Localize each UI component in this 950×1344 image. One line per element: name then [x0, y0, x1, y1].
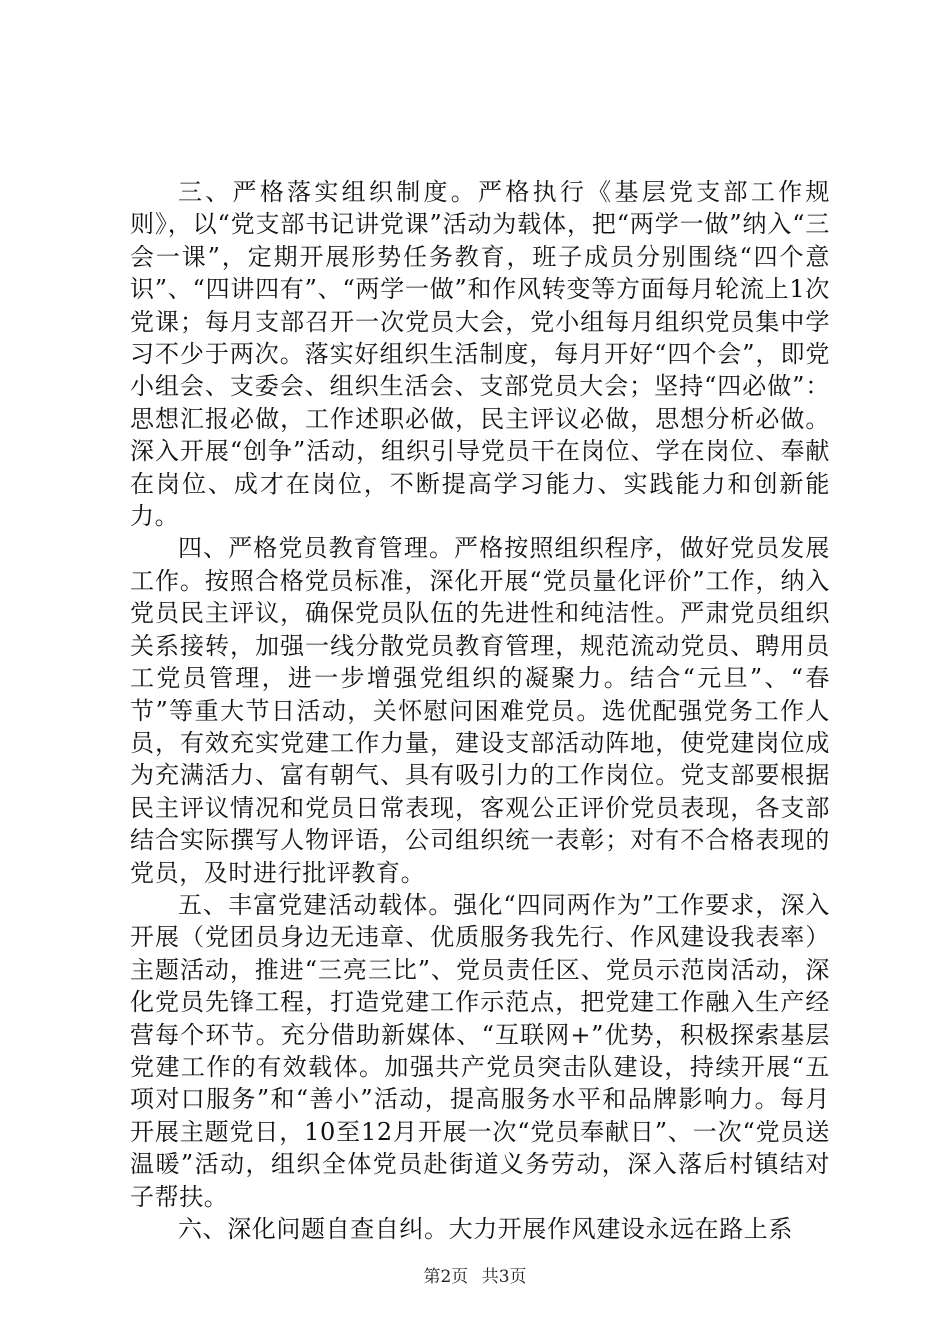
- page-footer: [0, 1262, 950, 1287]
- page-number-total: 共3页: [481, 1267, 527, 1287]
- paragraph-party-activities: 五、丰富党建活动载体。强化“四同两作为”工作要求，深入开展（党团员身边无违章、优质服务我先行、作风建设我表率）主题活动，推进“三亮三比”、党员责任区、党员示范岗活动，深化党员先锋工程，打造党建工作示范点，把党建工作融入生产经营每个环节。充分借助新媒体、“互联网+”优势，积极探索基层党建工作的有效载体。加强共产党员突击队建设，持续开展“五项对口服务”和“善小”活动，提高服务水平和品牌影响力。每月开展主题党日，10至12月开展一次“党员奉献日”、一次“党员送温暖”活动，组织全体党员赴街道义务劳动，深入落后村镇结对子帮扶。: [130, 890, 830, 1211]
- paragraph-member-education: 四、严格党员教育管理。严格按照组织程序，做好党员发展工作。按照合格党员标准，深化开展“党员量化评价”工作，纳入党员民主评议，确保党员队伍的先进性和纯洁性。严肃党员组织关系接转，加强一线分散党员教育管理，规范流动党员、聘用员工党员管理，进一步增强党组织的凝聚力。结合“元旦”、“春节”等重大节日活动，关怀慰问困难党员。选优配强党务工作人员，有效充实党建工作力量，建设支部活动阵地，使党建岗位成为充满活力、富有朝气、具有吸引力的工作岗位。党支部要根据民主评议情况和党员日常表现，客观公正评价党员表现，各支部结合实际撰写人物评语，公司组织统一表彰；对有不合格表现的党员，及时进行批评教育。: [130, 534, 830, 887]
- page-number-current: 第2页: [423, 1267, 469, 1287]
- paragraph-organization-system: 三、严格落实组织制度。严格执行《基层党支部工作规则》，以“党支部书记讲党课”活动为载体，把“两学一做”纳入“三会一课”，定期开展形势任务教育，班子成员分别围绕“四个意识”、“四讲四有”、“两学一做”和作风转变等方面每月轮流上1次党课；每月支部召开一次党员大会，党小组每月组织党员集中学习不少于两次。落实好组织生活制度，每月开好“四个会”，即党小组会、支委会、组织生活会、支部党员大会；坚持“四必做”：思想汇报必做，工作述职必做，民主评议必做，思想分析必做。深入开展“创争”活动，组织引导党员干在岗位、学在岗位、奉献在岗位、成才在岗位，不断提高学习能力、实践能力和创新能力。: [130, 178, 830, 531]
- paragraph-self-inspection: 六、深化问题自查自纠。大力开展作风建设永远在路上系: [178, 1215, 793, 1243]
- document-body: [130, 176, 830, 1245]
